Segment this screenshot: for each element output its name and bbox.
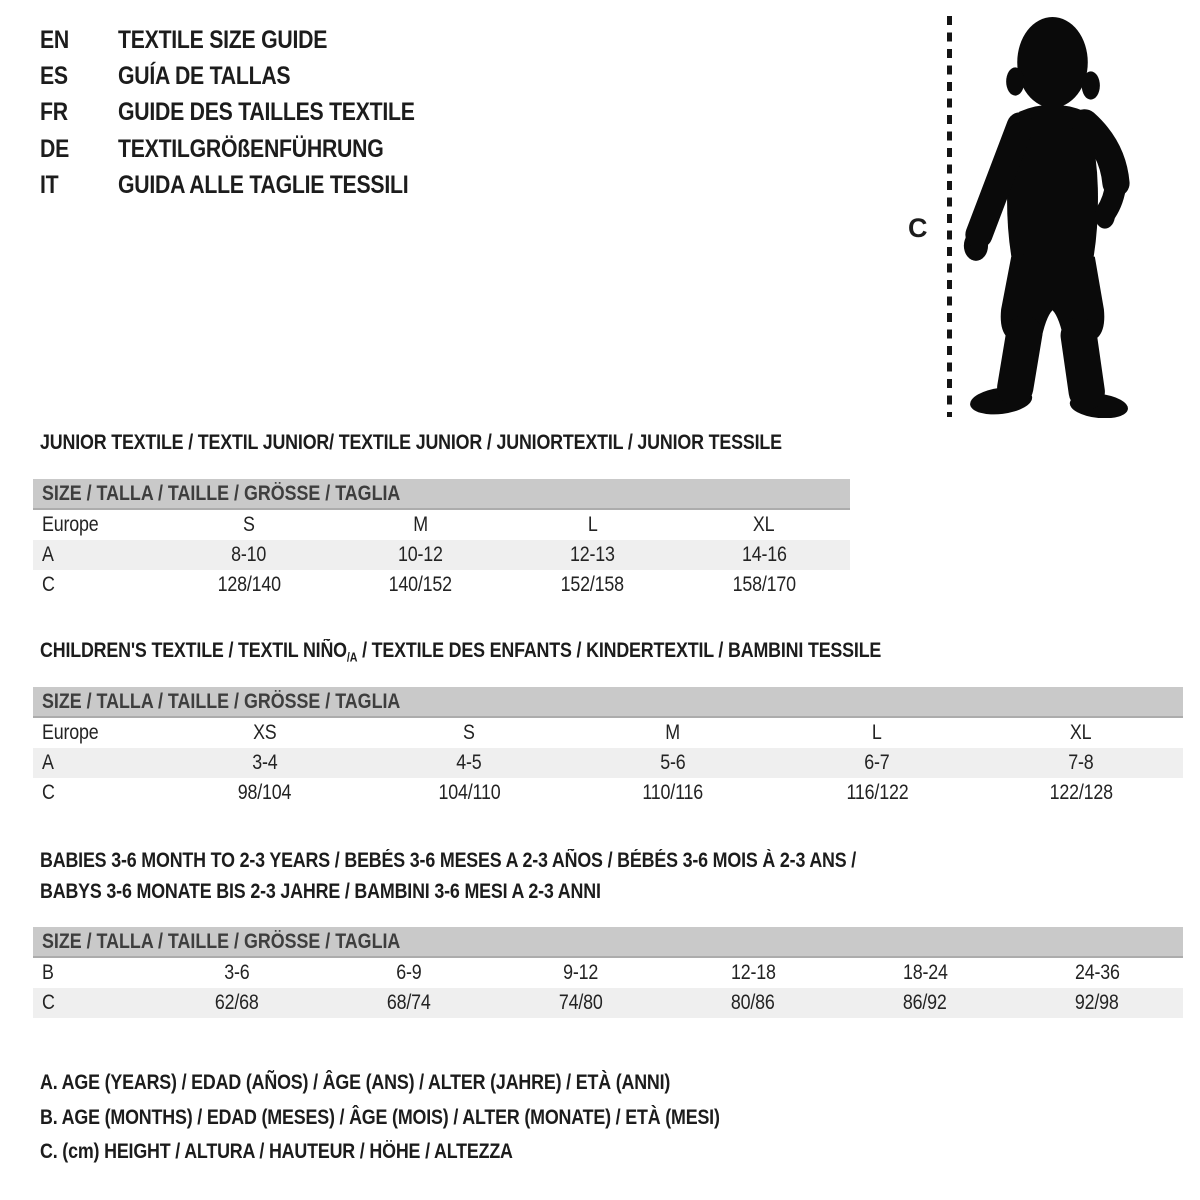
row-label: A xyxy=(42,751,54,774)
table-cell: 68/74 xyxy=(387,991,431,1014)
table-cell: 3-6 xyxy=(224,961,250,984)
language-code: EN xyxy=(40,25,70,54)
table-cell: 6-7 xyxy=(864,751,890,774)
size-header-label: SIZE / TALLA / TAILLE / GRÖSSE / TAGLIA xyxy=(42,929,401,953)
size-column: XL xyxy=(1070,721,1092,744)
table-cell: 3-4 xyxy=(252,751,278,774)
table-cell: 104/110 xyxy=(437,781,500,804)
size-column: XL xyxy=(753,513,775,536)
table-cell: 12-13 xyxy=(569,543,615,566)
language-code: FR xyxy=(40,98,68,127)
language-code: ES xyxy=(40,62,68,91)
table-cell: 122/128 xyxy=(1049,781,1113,804)
age-row xyxy=(33,540,850,570)
size-columns-row xyxy=(33,510,850,540)
height-row xyxy=(33,988,1183,1018)
table-cell: 80/86 xyxy=(731,991,775,1014)
table-cell: 62/68 xyxy=(215,991,259,1014)
legend-age-months: B. AGE (MONTHS) / EDAD (MESES) / ÂGE (MOIS) / ALTER (MONATE) / ETÀ (MESI) xyxy=(40,1105,720,1129)
table-cell: 158/170 xyxy=(732,573,796,596)
table-cell: 152/158 xyxy=(560,573,625,596)
table-cell: 116/122 xyxy=(845,781,908,804)
language-row xyxy=(40,168,467,204)
table-cell: 92/98 xyxy=(1075,991,1119,1014)
row-label: A xyxy=(42,543,54,566)
legend-height-cm: C. (cm) HEIGHT / ALTURA / HAUTEUR / HÖHE / ALTEZZA xyxy=(40,1140,513,1164)
babies-heading-line1: BABIES 3-6 MONTH TO 2-3 YEARS / BEBÉS 3-6 MESES A 2-3 AÑOS / BÉBÉS 3-6 MOIS À 2-3 ANS / xyxy=(40,849,857,872)
size-header-label: SIZE / TALLA / TAILLE / GRÖSSE / TAGLIA xyxy=(42,481,401,505)
size-header-bar xyxy=(33,927,1183,958)
table-cell: 98/104 xyxy=(238,781,292,804)
size-column: M xyxy=(665,721,681,744)
size-column: L xyxy=(587,513,598,536)
language-row xyxy=(40,58,467,94)
children-size-table xyxy=(33,687,1183,808)
table-cell: 128/140 xyxy=(217,573,281,596)
size-column: S xyxy=(243,513,255,536)
table-cell: 24-36 xyxy=(1074,961,1120,984)
table-cell: 8-10 xyxy=(231,543,267,566)
size-column: XS xyxy=(253,721,277,744)
children-section-heading-text: CHILDREN'S TEXTILE / TEXTIL $NIÑO_{/A}$ / TEXTILE DES ENFANTS / KINDERTEXTIL / BAMBINI TESSILE xyxy=(40,639,882,665)
table-cell: 74/80 xyxy=(559,991,603,1014)
table-cell: 140/152 xyxy=(388,573,453,596)
row-label: B xyxy=(42,961,54,984)
row-label: C xyxy=(42,991,55,1014)
junior-size-table xyxy=(33,479,850,600)
size-header-label: SIZE / TALLA / TAILLE / GRÖSSE / TAGLIA xyxy=(42,689,401,713)
language-code: IT xyxy=(40,171,59,200)
height-row xyxy=(33,778,1183,808)
size-column: M xyxy=(413,513,428,536)
junior-section-heading-text: JUNIOR TEXTILE / TEXTIL JUNIOR/ TEXTILE JUNIOR / JUNIORTEXTIL / JUNIOR TESSILE xyxy=(40,431,782,454)
table-cell: 86/92 xyxy=(903,991,947,1014)
size-column: L xyxy=(872,721,882,744)
height-measure-dashed-line xyxy=(947,16,952,417)
table-cell: 110/116 xyxy=(642,781,704,804)
size-columns-row xyxy=(33,718,1183,748)
table-cell: 9-12 xyxy=(563,961,599,984)
guide-title: GUIDA ALLE TAGLIE TESSILI xyxy=(118,171,409,200)
table-cell: 12-18 xyxy=(730,961,776,984)
size-column: S xyxy=(463,721,475,744)
toddler-silhouette-icon xyxy=(962,15,1140,418)
legend-age-years: A. AGE (YEARS) / EDAD (AÑOS) / ÂGE (ANS) / ALTER (JAHRE) / ETÀ (ANNI) xyxy=(40,1071,671,1095)
table-cell: 5-6 xyxy=(660,751,686,774)
babies-heading-line2: BABYS 3-6 MONATE BIS 2-3 JAHRE / BAMBINI 3-6 MESI A 2-3 ANNI xyxy=(40,880,601,903)
babies-size-table xyxy=(33,927,1183,1018)
babies-section-heading xyxy=(40,845,1000,907)
nino-a-subscript: /A xyxy=(346,650,358,665)
table-cell: 7-8 xyxy=(1068,751,1094,774)
table-cell: 10-12 xyxy=(398,543,444,566)
junior-section-heading xyxy=(40,431,913,455)
age-months-row xyxy=(33,958,1183,988)
children-section-heading xyxy=(40,639,1030,664)
table-cell: 6-9 xyxy=(396,961,422,984)
row-label: C xyxy=(42,781,55,804)
age-row xyxy=(33,748,1183,778)
guide-title: TEXTILGRÖßENFÜHRUNG xyxy=(118,134,384,163)
table-cell: 18-24 xyxy=(902,961,948,984)
guide-title: GUIDE DES TAILLES TEXTILE xyxy=(118,98,415,127)
guide-title: TEXTILE SIZE GUIDE xyxy=(118,25,328,54)
height-measure-label: C xyxy=(908,213,928,243)
guide-title: GUÍA DE TALLAS xyxy=(118,62,291,91)
size-header-bar xyxy=(33,687,1183,718)
language-row xyxy=(40,22,467,58)
row-label: C xyxy=(42,573,55,596)
height-row xyxy=(33,570,850,600)
table-cell: 14-16 xyxy=(741,543,787,566)
region-label: Europe xyxy=(42,513,99,536)
toddler-figure xyxy=(962,15,1140,418)
measurement-legend xyxy=(40,1066,840,1170)
region-label: Europe xyxy=(42,721,99,744)
language-row xyxy=(40,131,467,167)
table-cell: 4-5 xyxy=(456,751,482,774)
language-row xyxy=(40,95,467,131)
language-title-list xyxy=(40,22,467,204)
language-code: DE xyxy=(40,134,70,163)
size-header-bar xyxy=(33,479,850,510)
